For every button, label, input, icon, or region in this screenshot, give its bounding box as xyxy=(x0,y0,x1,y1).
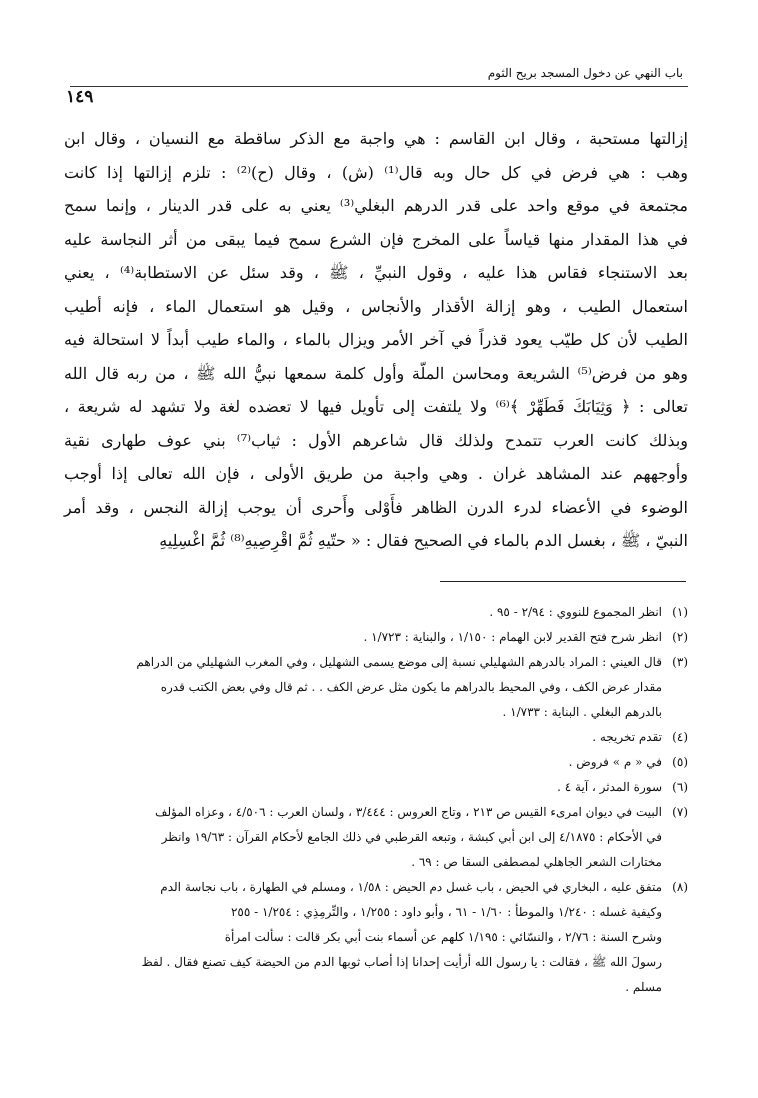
text-line: وهو من فرض⁽⁵⁾ الشريعة ومحاسن الملّة وأول كلمة سمعها نبيُّ الله ﷺ ، من ربه قال الله xyxy=(64,363,688,383)
footnote-number: (٤) xyxy=(672,730,688,744)
footnote-line: بالدرهم البغلي . البناية : ١/٧٣٣ . xyxy=(502,705,662,719)
footnote-7 xyxy=(64,800,688,875)
footnote-separator xyxy=(440,581,686,582)
footnote-4 xyxy=(64,725,688,750)
footnote-line: انظر شرح فتح القدير لابن الهمام : ١/١٥٠ ، والبناية : ١/٧٢٣ . xyxy=(363,630,662,644)
footnote-line: تقدم تخريجه . xyxy=(592,730,662,744)
text-line: الوضوء في الأعضاء لدرء الدرن الظاهر فأَوْلى وأَحرى أن يوجب إزالة النجس ، وقد أمر xyxy=(64,497,688,517)
text-line: استعمال الطيب ، وهو إزالة الأقذار والأنجاس ، وقيل هو استعمال الماء ، فإنه أطيب xyxy=(64,296,688,316)
footnote-5 xyxy=(64,750,688,775)
text-line: وأوجههم عند المشاهد غران . وهي واجبة من طريق الأولى ، فإن الله تعالى إذا أوجب xyxy=(64,464,689,483)
page-number: ١٤٩ xyxy=(66,87,94,107)
text-line: النبيّ ، ﷺ ، بغسل الدم بالماء في الصحيح فقال : « حتّيهِ ثُمَّ اقْرِصِيهِ⁽⁸⁾ ثُمَّ اغْسِلِيهِ xyxy=(159,531,688,550)
footnote-number: (٨) xyxy=(672,880,688,894)
text-line: بعد الاستنجاء فقاس هذا عليه ، وقول النبيِّ ، ﷺ ، وقد سئل عن الاستطابة⁽⁴⁾ ، يعني xyxy=(64,263,688,282)
footnote-2 xyxy=(64,625,688,650)
footnote-6 xyxy=(64,775,688,800)
footnote-number: (٥) xyxy=(672,755,688,769)
footnote-line: وشرح السنة : ٢/٧٦ ، والنسّائي : ١/١٩٥ كلهم عن أسماء بنت أبي بكر قالت : سألت امرأة xyxy=(224,930,662,944)
footnote-number: (١) xyxy=(672,605,688,619)
text-line: وبذلك كانت العرب تتمدح ولذلك قال شاعرهم الأول : ثياب⁽⁷⁾ بني عوف طهارى نقية xyxy=(64,430,688,450)
footnote-line: البيت في ديوان امرىء القيس ص ٢١٣ ، وتاج العروس : ٣/٤٤٤ ، ولسان العرب : ٤/٥٠٦ ، وعزاه المؤلف xyxy=(155,805,662,819)
footnote-line: مقدار عرض الكف ، وفي المحيط بالدراهم ما يكون مثل عرض الكف . . ثم قال وفي بعض الكتب قدره xyxy=(160,680,662,694)
text-line: مجتمعة في موقع واحد على قدر الدرهم البغلي⁽³⁾ يعني به على قدر الدينار ، وإنما سمح xyxy=(64,196,689,215)
footnote-line: قال العيني : المراد بالدرهم الشهليلي نسبة إلى موضع يسمى الشهليل ، وفي المغرب الشهليلي من الدراهم xyxy=(136,655,662,669)
footnote-line: وكيفية غسله : ١/٢٤٠ والموطأ : ١/٦٠ - ٦١ ، وأبو داود : ١/٢٥٥ ، والتِّرمِذِي : ١/٢٥٤ - ٢٥٥ xyxy=(230,905,662,919)
footnote-8 xyxy=(64,875,688,1000)
footnote-line: سورة المدثر ، آية ٤ . xyxy=(557,780,662,794)
text-line: الطيب لأن كل طيّب يعود قذراً في آخر الأمر ويزال بالماء ، والماء طيب أبداً لا استحالة فيه xyxy=(64,330,688,349)
text-line: في هذا المقدار منها قياساً على المخرج فإن الشرع سمح فيما يبقى من أثر النجاسة عليه xyxy=(64,229,688,249)
footnote-line: في الأحكام : ٤/١٨٧٥ إلى ابن أبي كبشة ، وتبعه القرطبي في ذلك الجامع لأحكام القرآن : ١٩/٦٣ وانظر xyxy=(161,830,662,844)
footnote-number: (٢) xyxy=(672,630,688,644)
footnote-1 xyxy=(64,600,688,625)
text-line: إزالتها مستحبة ، وقال ابن القاسم : هي واجبة مع الذكر ساقطة مع النسيان ، وقال ابن xyxy=(64,129,688,148)
footnote-line: انظر المجموع للنووي : ٢/٩٤ - ٩٥ . xyxy=(489,605,662,619)
running-title: باب النهي عن دخول المسجد بريح الثوم xyxy=(487,66,683,80)
text-line: تعالى : ﴿ وَثِيَابَكَ فَطَهِّرْ ﴾⁽⁶⁾ ولا يلتفت إلى تأويل فيها لا تعضده لغة ولا تشهد له شريعة ، xyxy=(64,397,688,416)
footnote-line: رسولَ الله ﷺ ، فقالت : يا رسول الله أرأيت إحدانا إذا أصاب ثوبها الدم من الحيضة كيف تصنع فقال . لفظ xyxy=(141,955,662,969)
footnote-line: مختارات الشعر الجاهلي لمصطفى السقا ص : ٦٩ . xyxy=(411,855,662,869)
header-rule xyxy=(70,86,688,87)
footnotes xyxy=(64,600,688,1000)
footnote-number: (٧) xyxy=(672,805,688,819)
footnote-line: مسلم . xyxy=(625,980,662,994)
text-line: وهب : هي فرض في كل حال وبه قال⁽¹⁾ (ش) ، وقال (ح)⁽²⁾ : تلزم إزالتها إذا كانت xyxy=(64,162,688,182)
footnote-line: في « م » فروض . xyxy=(568,755,662,769)
footnote-number: (٣) xyxy=(672,655,688,669)
footnote-3 xyxy=(64,650,688,725)
footnote-number: (٦) xyxy=(672,780,688,794)
main-text xyxy=(64,122,688,558)
footnote-line: متفق عليه ، البخاري في الحيض ، باب غسل دم الحيض : ١/٥٨ ، ومسلم في الطهارة ، باب نجاسة الدم xyxy=(160,880,662,894)
